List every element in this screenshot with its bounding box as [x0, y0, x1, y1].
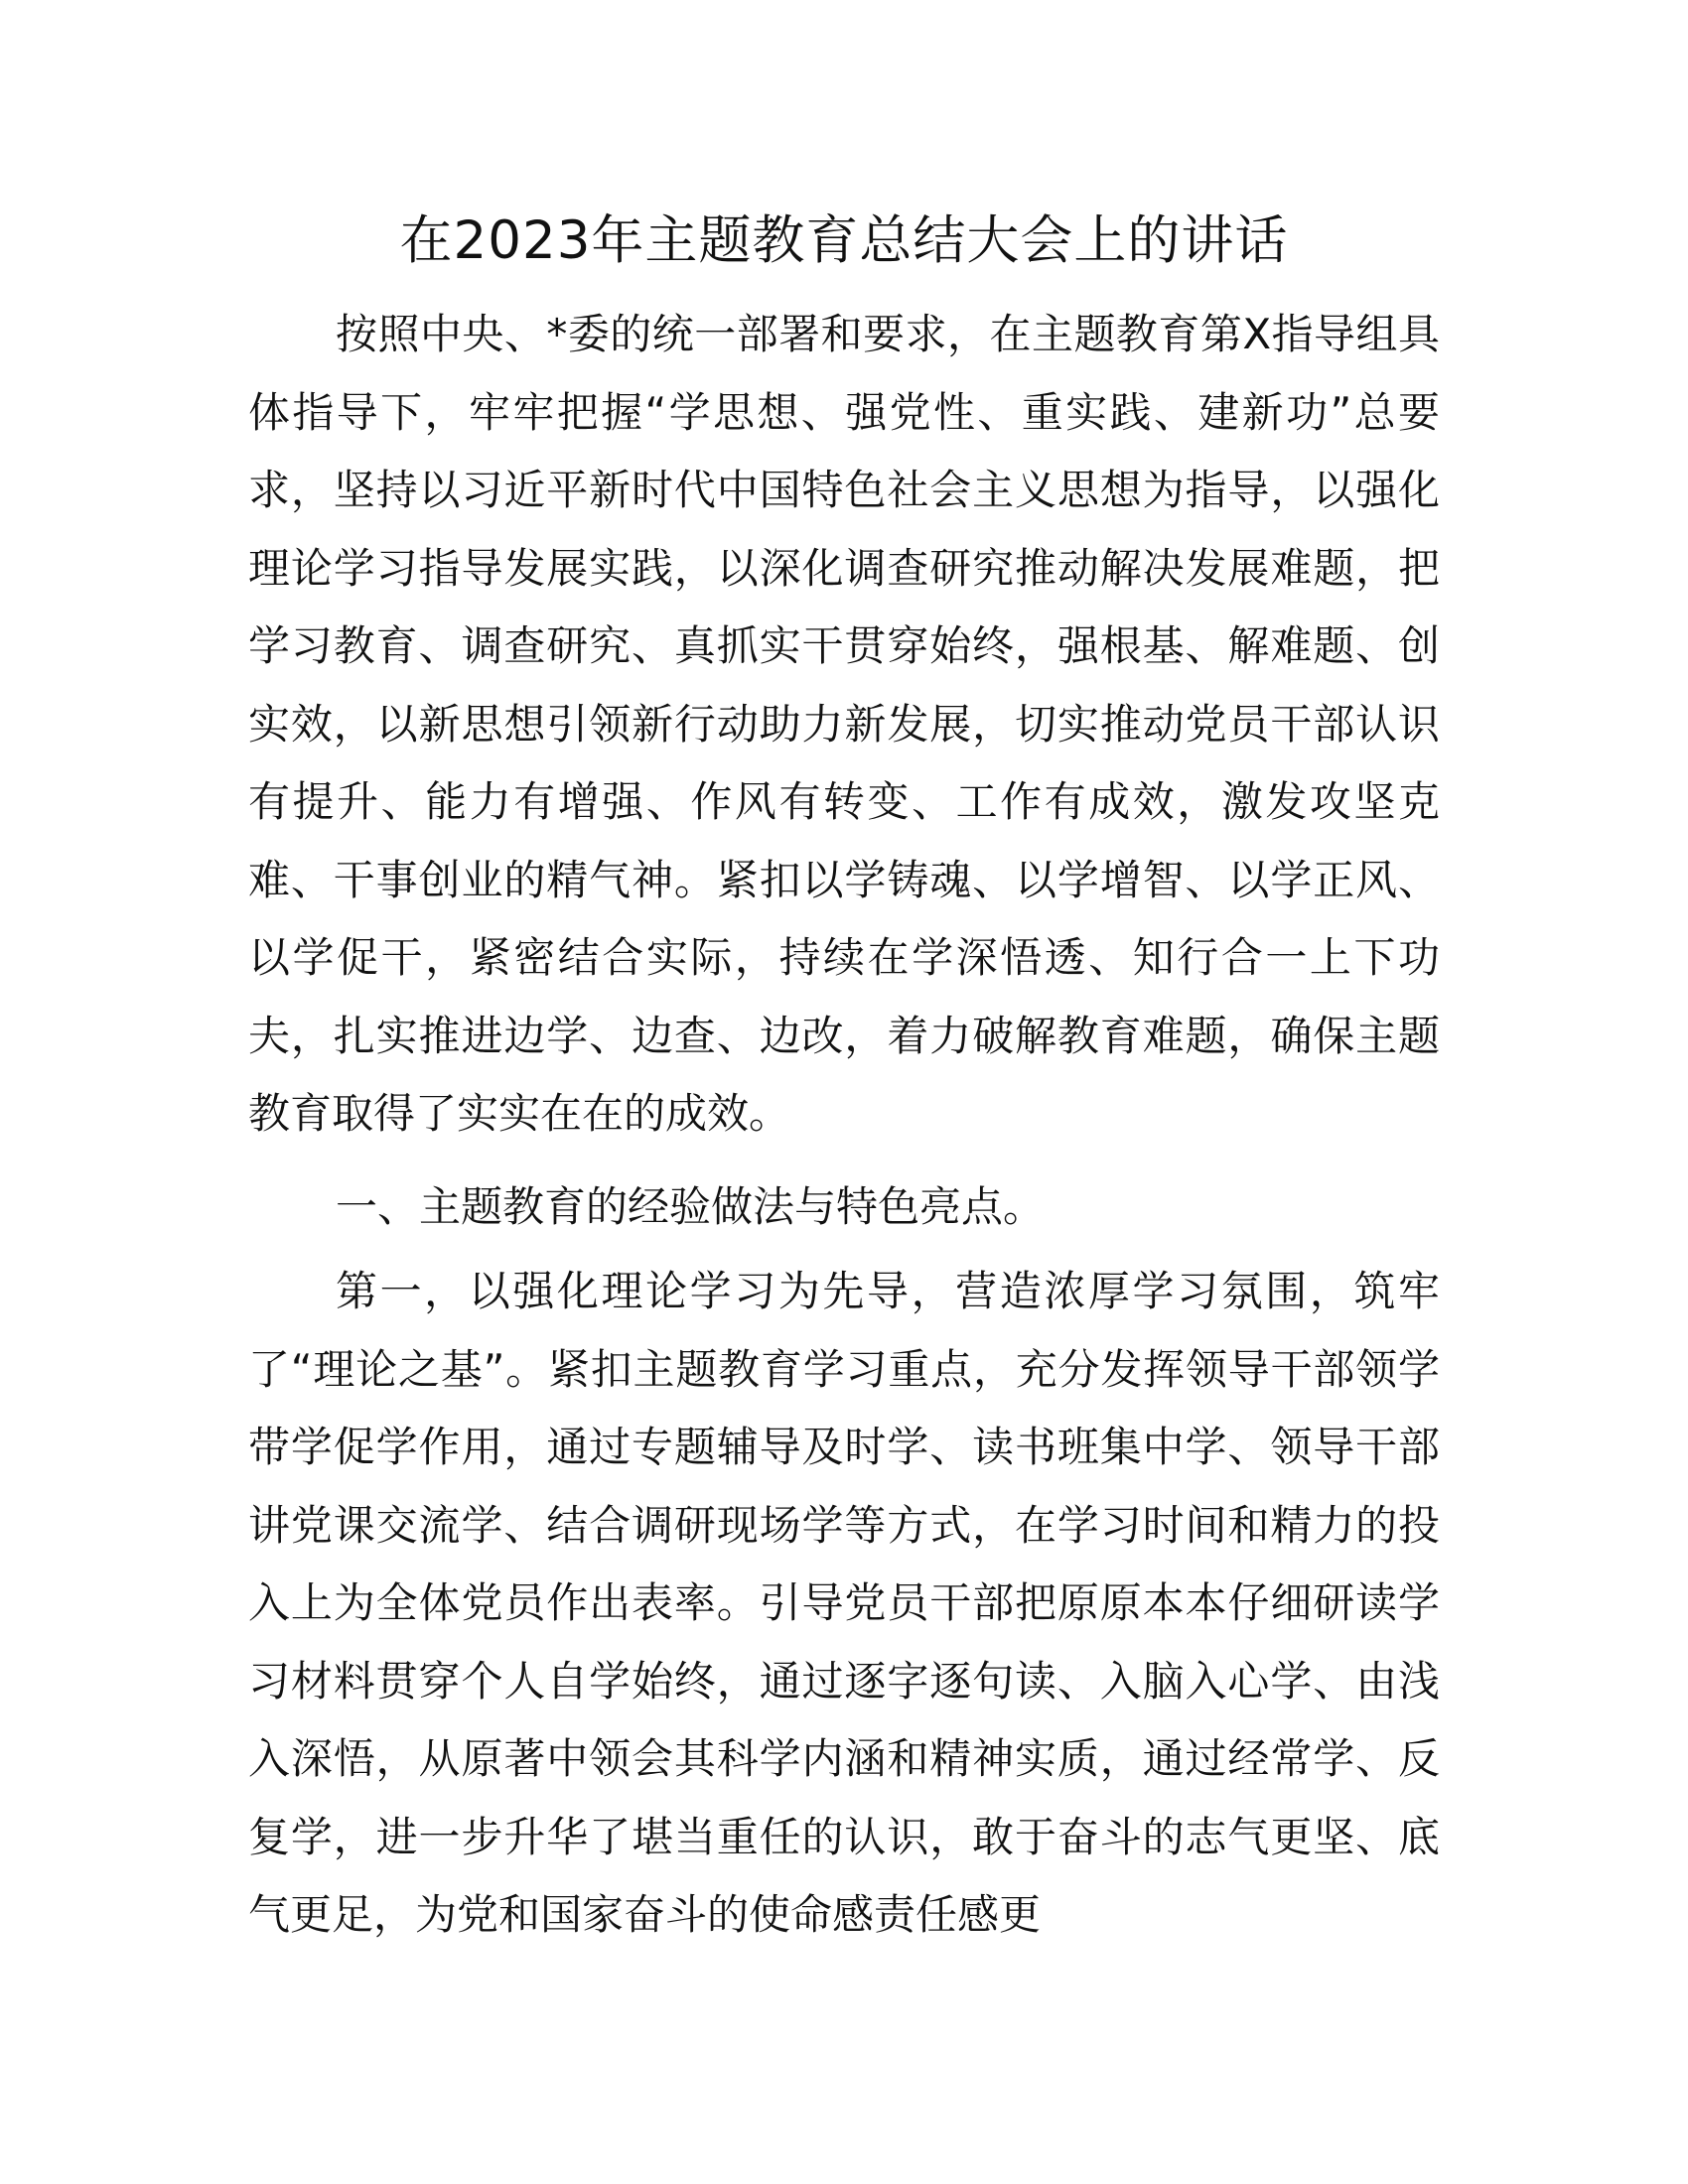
paragraph-intro: 按照中央、*委的统一部署和要求，在主题教育第X指导组具体指导下，牢牢把握“学思想、强党性、重实践、建新功”总要求，坚持以习近平新时代中国特色社会主义思想为指导，以强化理论学习指导发展实践，以深化调查研究推动解决发展难题，把学习教育、调查研究、真抓实干贯穿始终，强根基、解难题、创实效，以新思想引领新行动助力新发展，切实推动党员干部认识有提升、能力有增强、作风有转变、工作有成效，激发攻坚克难、干事创业的精气神。紧扣以学铸魂、以学增智、以学正风、以学促干，紧密结合实际，持续在学深悟透、知行合一上下功夫，扎实推进边学、边查、边改，着力破解教育难题，确保主题教育取得了实实在在的成效。: [248, 310, 1440, 1138]
document-title: 在2023年主题教育总结大会上的讲话: [399, 210, 1289, 271]
section-heading-1: 一、主题教育的经验做法与特色亮点。: [336, 1182, 1046, 1231]
paragraph-first-point: 第一，以强化理论学习为先导，营造浓厚学习氛围，筑牢了“理论之基”。紧扣主题教育学习重点，充分发挥领导干部领学带学促学作用，通过专题辅导及时学、读书班集中学、领导干部讲党课交流学、结合调研现场学等方式，在学习时间和精力的投入上为全体党员作出表率。引导党员干部把原原本本仔细研读学习材料贯穿个人自学始终，通过逐字逐句读、入脑入心学、由浅入深悟，从原著中领会其科学内涵和精神实质，通过经常学、反复学，进一步升华了堪当重任的认识，敢于奋斗的志气更坚、底气更足，为党和国家奋斗的使命感责任感更: [248, 1267, 1440, 1939]
